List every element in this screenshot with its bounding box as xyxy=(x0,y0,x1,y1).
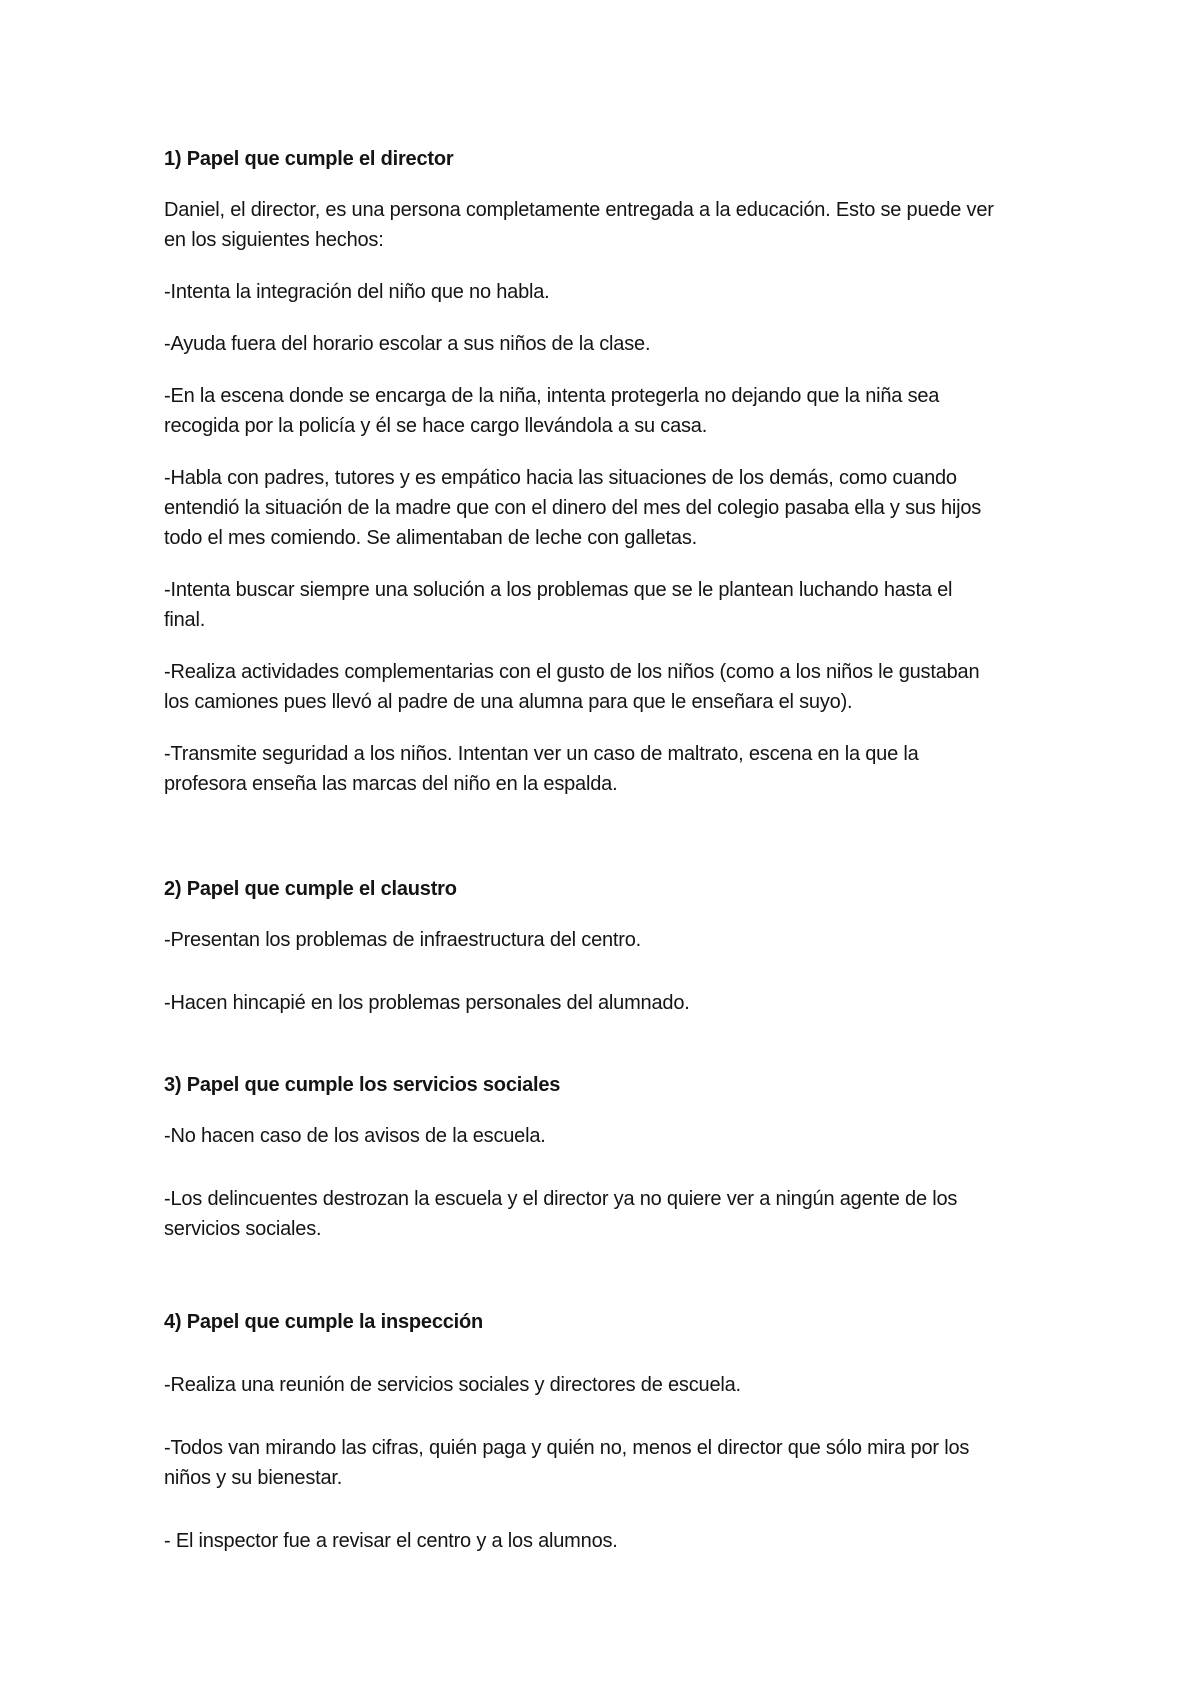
text-line: final. xyxy=(164,609,206,631)
paragraph xyxy=(164,739,1060,799)
paragraph xyxy=(164,925,1060,955)
text-line: -No hacen caso de los avisos de la escuela. xyxy=(164,1125,546,1147)
text-line: recogida por la policía y él se hace cargo llevándola a su casa. xyxy=(164,415,708,437)
section-heading-4: 4) Papel que cumple la inspección xyxy=(164,1311,484,1333)
text-line: entendió la situación de la madre que con el dinero del mes del colegio pasaba ella y sus hijos xyxy=(164,497,982,519)
text-line: -En la escena donde se encarga de la niña, intenta protegerla no dejando que la niña sea xyxy=(164,385,940,407)
document-content xyxy=(164,144,1060,1556)
text-line: -Intenta la integración del niño que no habla. xyxy=(164,281,550,303)
paragraph xyxy=(164,381,1060,441)
paragraph xyxy=(164,1184,1060,1244)
paragraph xyxy=(164,195,1060,255)
paragraph xyxy=(164,463,1060,553)
section-2 xyxy=(164,874,1060,1018)
text-line: en los siguientes hechos: xyxy=(164,229,384,251)
text-line: -Realiza una reunión de servicios sociales y directores de escuela. xyxy=(164,1374,741,1396)
section-heading-1: 1) Papel que cumple el director xyxy=(164,148,454,170)
section-1 xyxy=(164,144,1060,799)
section-4 xyxy=(164,1307,1060,1556)
paragraph xyxy=(164,1526,1060,1556)
section-heading-2: 2) Papel que cumple el claustro xyxy=(164,878,457,900)
text-line: niños y su bienestar. xyxy=(164,1467,343,1489)
text-line: -Presentan los problemas de infraestructura del centro. xyxy=(164,929,642,951)
paragraph xyxy=(164,575,1060,635)
text-line: profesora enseña las marcas del niño en la espalda. xyxy=(164,773,618,795)
section-3 xyxy=(164,1070,1060,1244)
text-line: -Intenta buscar siempre una solución a los problemas que se le plantean luchando hasta el xyxy=(164,579,953,601)
paragraph xyxy=(164,277,1060,307)
paragraph xyxy=(164,1370,1060,1400)
text-line: todo el mes comiendo. Se alimentaban de leche con galletas. xyxy=(164,527,697,549)
text-line: -Todos van mirando las cifras, quién paga y quién no, menos el director que sólo mira por los xyxy=(164,1437,970,1459)
paragraph xyxy=(164,988,1060,1018)
paragraph xyxy=(164,1433,1060,1493)
text-line: los camiones pues llevó al padre de una alumna para que le enseñara el suyo). xyxy=(164,691,853,713)
paragraph xyxy=(164,657,1060,717)
text-line: -Los delincuentes destrozan la escuela y el director ya no quiere ver a ningún agente de los xyxy=(164,1188,958,1210)
text-line: -Ayuda fuera del horario escolar a sus niños de la clase. xyxy=(164,333,651,355)
text-line: -Hacen hincapié en los problemas personales del alumnado. xyxy=(164,992,690,1014)
text-line: -Habla con padres, tutores y es empático hacia las situaciones de los demás, como cuando xyxy=(164,467,957,489)
section-heading-3: 3) Papel que cumple los servicios sociales xyxy=(164,1074,561,1096)
text-line: - El inspector fue a revisar el centro y a los alumnos. xyxy=(164,1530,618,1552)
text-line: Daniel, el director, es una persona completamente entregada a la educación. Esto se puede ver xyxy=(164,199,994,221)
paragraph xyxy=(164,329,1060,359)
paragraph xyxy=(164,1121,1060,1151)
text-line: -Realiza actividades complementarias con el gusto de los niños (como a los niños le gustaban xyxy=(164,661,980,683)
text-line: servicios sociales. xyxy=(164,1218,322,1240)
text-line: -Transmite seguridad a los niños. Intentan ver un caso de maltrato, escena en la que la xyxy=(164,743,919,765)
